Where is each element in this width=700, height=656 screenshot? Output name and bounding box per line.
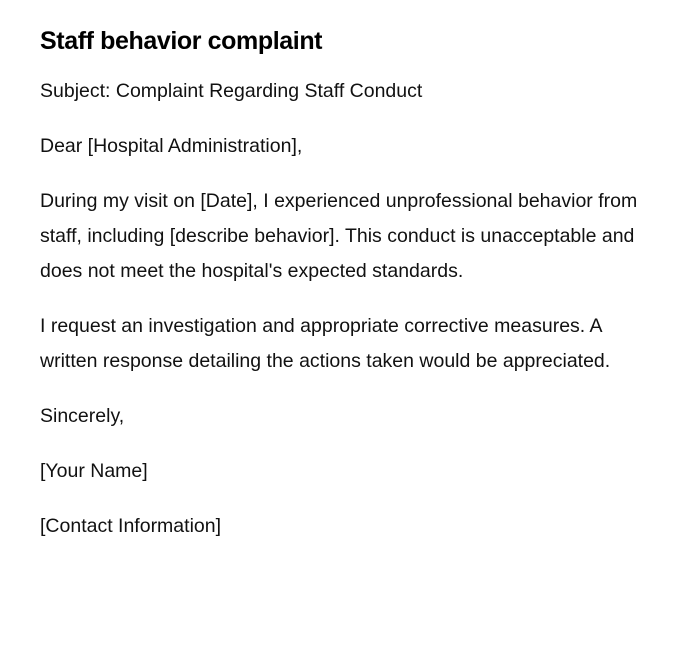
signature-name: [Your Name]	[40, 460, 148, 482]
subject-line: Subject: Complaint Regarding Staff Conduct	[40, 80, 423, 102]
salutation: Dear [Hospital Administration],	[40, 135, 303, 157]
document-title: Staff behavior complaint	[40, 27, 323, 55]
body-paragraph-1: During my visit on [Date], I experienced unprofessional behavior from staff, including [describe behavior]. This conduct is unacceptable and does not meet the hospital's expected standards.	[40, 190, 638, 282]
closing: Sincerely,	[40, 405, 125, 427]
body-paragraph-2: I request an investigation and appropriate corrective measures. A written response detailing the actions taken would be appreciated.	[40, 315, 611, 372]
contact-information: [Contact Information]	[40, 515, 222, 537]
letter-document	[40, 24, 650, 564]
